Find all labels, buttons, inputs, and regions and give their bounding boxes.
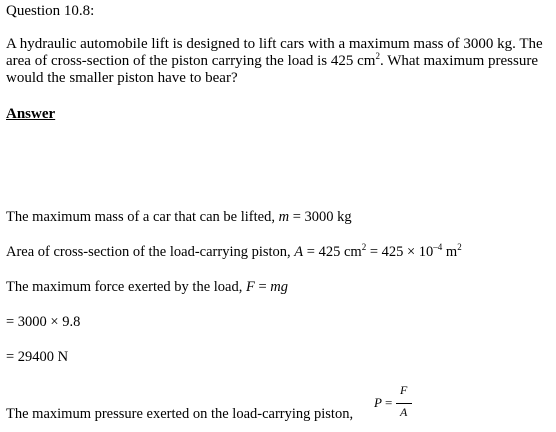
area-variable: A: [294, 244, 304, 260]
calculation-line-2: = 29400 N: [6, 349, 69, 365]
question-text-part1: A hydraulic automobile lift is designed to lift cars with a maximum mass of 3000 kg. The area of cross-section of the piston carrying the load is 425 cm: [6, 36, 543, 69]
area-value-a: = 425 cm: [303, 244, 362, 260]
area-line: [6, 243, 462, 261]
formula-equals: =: [385, 395, 393, 410]
area-sup-a: 2: [361, 242, 367, 252]
area-sup-c: 2: [457, 242, 462, 252]
mass-line-text: The maximum mass of a car that can be lifted,: [6, 209, 279, 225]
force-line: [6, 278, 288, 296]
force-variable: F: [245, 279, 255, 295]
pressure-line: The maximum pressure exerted on the load-carrying piston,: [6, 406, 354, 422]
mass-line: [6, 208, 352, 226]
pressure-formula: [374, 383, 414, 425]
question-text-superscript: 2: [375, 51, 380, 61]
calculation-line-1: = 3000 × 9.8: [6, 314, 81, 330]
formula-fraction-bar: [396, 403, 412, 404]
formula-denominator: A: [400, 405, 408, 419]
answer-heading: Answer: [6, 106, 56, 122]
mass-variable: m: [278, 209, 290, 225]
area-line-text: Area of cross-section of the load-carrying piston,: [6, 244, 295, 260]
area-sup-b: –4: [433, 242, 443, 252]
area-value-c: m: [442, 244, 458, 260]
question-title: Question 10.8:: [6, 3, 95, 19]
force-equals: =: [254, 279, 271, 295]
area-value-b: = 425 × 10: [366, 244, 434, 260]
question-text: [6, 36, 550, 87]
force-line-text: The maximum force exerted by the load,: [6, 279, 246, 295]
force-expression: mg: [270, 279, 288, 295]
question-text-part2: . What maximum pressure would the smaller piston have to bear?: [6, 53, 539, 86]
mass-value: = 3000 kg: [289, 209, 352, 225]
formula-lhs: P: [374, 395, 382, 410]
formula-numerator: F: [400, 383, 408, 397]
